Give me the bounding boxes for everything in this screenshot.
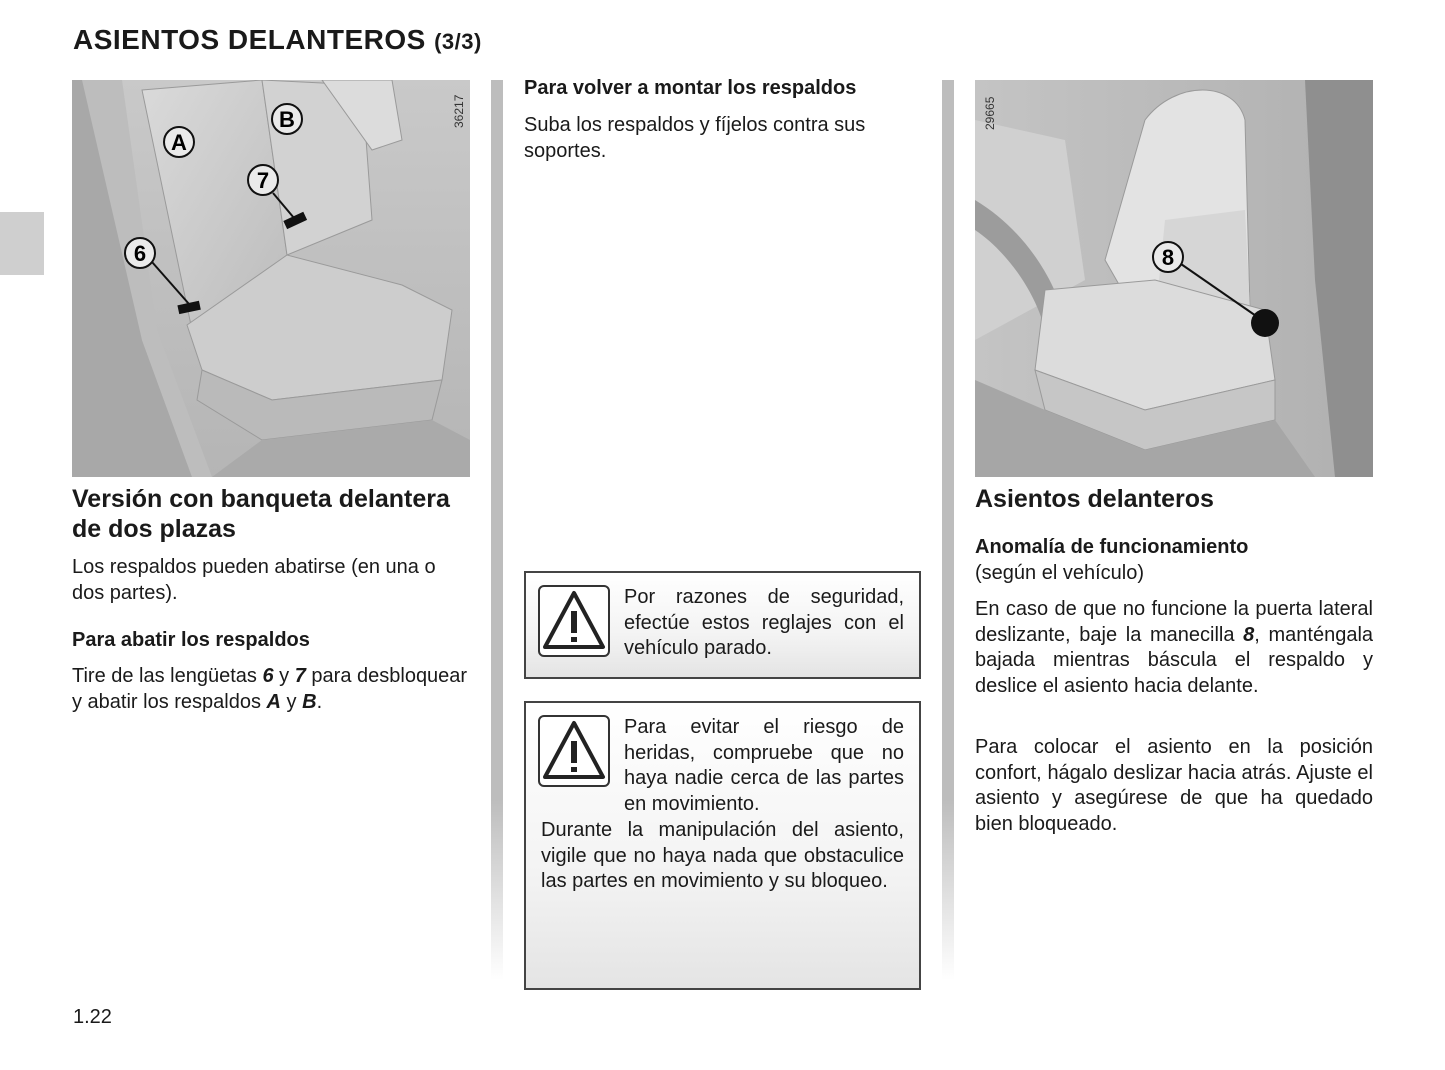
intro-paragraph: Los respaldos pueden abatirse (en una o dos partes). [72,556,436,604]
image-reference: 36217 [452,94,466,128]
bench-seat-drawing [72,80,470,477]
subsection-heading: Anomalía de funcionamiento [975,536,1249,558]
warning-text: Durante la manipulación del asiento, vigile que no haya nada que obstaculice las partes en movimiento y su bloqueo. [541,819,904,892]
text-segment: y [273,665,295,687]
text-segment: Tire de las lengüetas [72,665,263,687]
image-reference: 29665 [983,96,997,130]
remount-paragraph: Suba los respaldos y fíjelos contra sus soportes. [524,114,866,162]
text-segment: para desbloquear y abatir los respaldos [72,665,468,713]
page-title [73,24,482,56]
injury-warning-box [524,701,921,990]
page-number: 1.22 [73,1006,112,1028]
bench-seat-illustration [72,80,470,477]
warning-text: Para evitar el riesgo de heridas, compruebe que no haya nadie cerca de las partes en movimiento. [624,716,904,815]
callout-b [272,104,302,134]
callout-7-label: 7 [256,168,270,193]
callout-8-label: 8 [1161,245,1175,270]
callout-6-label: 6 [133,241,147,266]
instruction-paragraph [72,664,472,715]
vehicle-note: (según el vehículo) [975,562,1144,584]
ref-a: A [266,690,281,713]
page-title-part: (3/3) [434,29,482,54]
section-heading: Versión con banqueta delantera de dos plazas [72,485,450,543]
callout-a-label: A [171,130,187,155]
warning-text: Por razones de seguridad, efectúe estos reglajes con el vehículo parado. [624,586,904,659]
callout-8 [1153,242,1183,272]
safety-warning-box [524,571,921,679]
callout-a [164,127,194,157]
callout-6 [125,238,155,268]
comfort-paragraph: Para colocar el asiento en la posición confort, hágalo deslizar hacia atrás. Ajuste el asiento y asegúrese de que ha quedado bien bloqueado. [975,736,1373,835]
subsection-heading: Para abatir los respaldos [72,629,310,651]
text-segment: , manténgala bajada mientras báscula el respaldo y deslice el asiento hacia delante. [975,623,1374,697]
front-seat-illustration [975,80,1373,477]
ref-b: B [302,690,317,713]
callout-7 [248,165,278,195]
column-divider-right [942,80,954,980]
subsection-heading: Para volver a montar los respaldos [524,77,857,99]
section-tab [0,212,44,275]
warning-triangle-icon [538,585,610,657]
ref-7: 7 [294,665,306,687]
section-heading: Asientos delanteros [975,485,1214,513]
warning-triangle-icon [538,715,610,787]
front-seat-drawing [975,80,1373,477]
text-segment: . [316,690,323,713]
ref-6: 6 [262,665,274,687]
text-segment: y [281,690,303,713]
ref-8: 8 [1243,623,1255,646]
callout-b-label: B [279,107,295,132]
text-segment: En caso de que no funcione la puerta lateral deslizante, baje la manecilla [975,598,1373,646]
malfunction-paragraph [975,597,1373,699]
column-divider-left [491,80,503,980]
page-title-text: ASIENTOS DELANTEROS [73,24,426,55]
